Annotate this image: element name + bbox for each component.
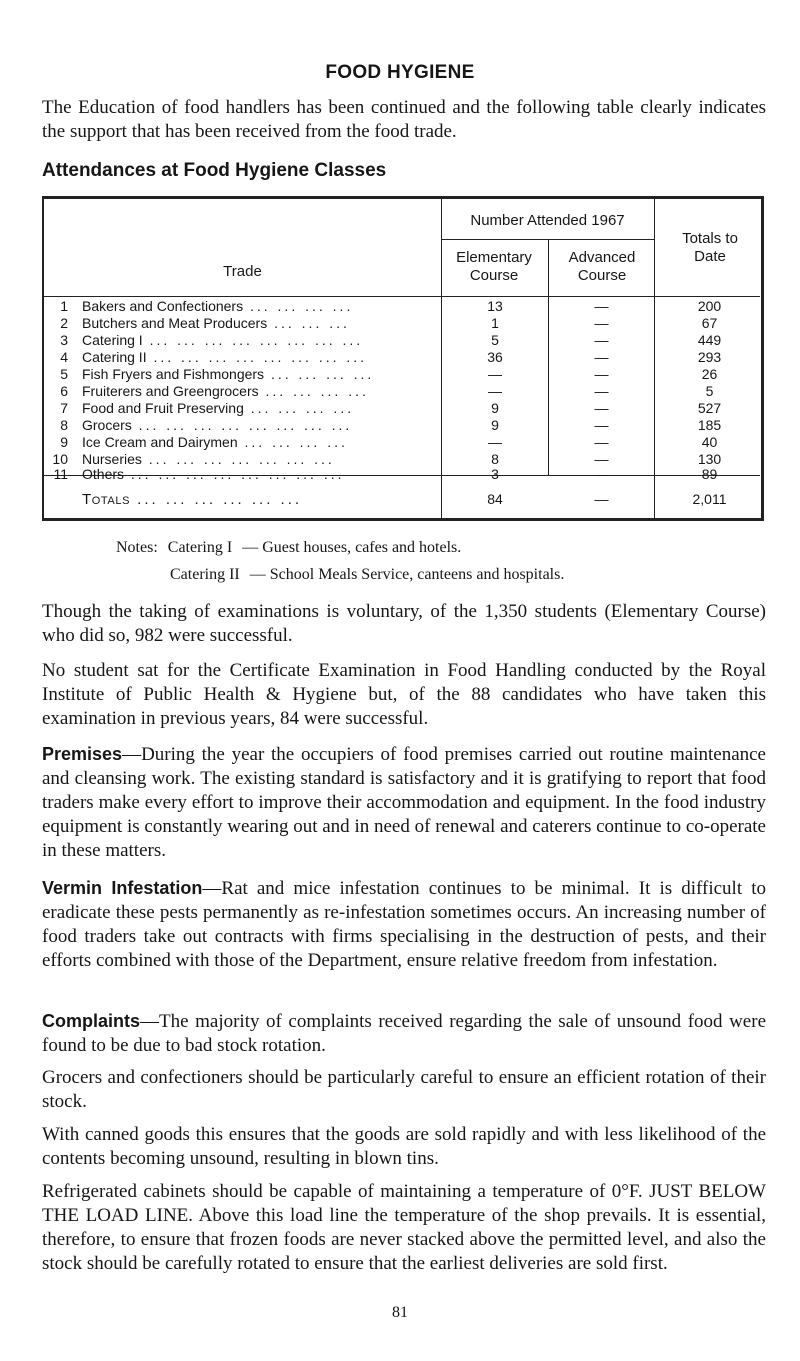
leader-dots: ... ... ... ... ... ... ... ...: [146, 349, 368, 365]
leader-dots: ... ... ... ... ... ... ...: [141, 451, 335, 467]
row-number: 2: [60, 315, 68, 331]
leader-dots: ... ... ...: [267, 315, 350, 331]
vermin-heading: Vermin Infestation: [42, 878, 203, 898]
intro-paragraph: The Education of food handlers has been continued and the following table clearly indicates the support that has been received from the food trade.: [42, 97, 766, 142]
refrigeration-paragraph: Refrigerated cabinets should be capable of maintaining a temperature of 0°F. JUST BELOW THE LOAD LINE. Above this load line the temperature of the shop prevails. It is essential, therefore, to ensure that frozen foods are never stacked above the permitted level, and also the stock should be carefully rotated to ensure that the earliest deliveries are sold first.: [42, 1181, 766, 1274]
grocers-paragraph: Grocers and confectioners should be particularly careful to ensure an efficient rotation of their stock.: [42, 1067, 766, 1112]
note-text: — School Meals Service, canteens and hospitals.: [249, 566, 565, 583]
grand-total: 2,011: [692, 491, 727, 507]
trade-label: Nurseries: [82, 451, 142, 467]
advanced-count: —: [594, 434, 609, 450]
note-text: — Guest houses, cafes and hotels.: [242, 539, 462, 556]
header-advanced-course: Advanced Course: [568, 249, 636, 284]
total-count: 449: [697, 332, 722, 348]
total-count: 40: [701, 434, 718, 450]
elementary-count: —: [488, 383, 502, 399]
leader-dots: ... ... ... ...: [243, 298, 354, 314]
header-elementary-course: Elementary Course: [456, 249, 532, 284]
complaints-text: —The majority of complaints received regarding the sale of unsound food were found to be due to bad stock rotation.: [42, 1011, 766, 1056]
premises-heading: Premises: [42, 744, 123, 764]
vermin-paragraph: [42, 876, 766, 973]
trade-name: [82, 332, 437, 349]
totals-label: [82, 491, 437, 508]
trade-name: [82, 366, 437, 383]
note-catering-1: [116, 538, 461, 558]
total-count: 26: [701, 366, 718, 382]
leader-dots: ... ... ... ...: [258, 383, 369, 399]
trade-label: Food and Fruit Preserving: [82, 400, 244, 416]
advanced-count: —: [594, 332, 609, 348]
trade-name: [82, 349, 437, 366]
advanced-count: —: [594, 315, 609, 331]
total-count: 200: [697, 298, 722, 314]
advanced-count: —: [594, 466, 609, 482]
page-title: FOOD HYGIENE: [325, 62, 475, 83]
table-row: [44, 366, 760, 383]
table-row: [44, 298, 760, 315]
complaints-heading: Complaints: [42, 1011, 141, 1031]
elementary-count: 9: [491, 417, 499, 433]
row-number: 11: [53, 466, 68, 482]
advanced-count: —: [594, 451, 609, 467]
total-count: 293: [697, 349, 722, 365]
elementary-count: —: [488, 366, 502, 382]
trade-label: Fruiterers and Greengrocers: [82, 383, 259, 399]
advanced-count: —: [594, 400, 609, 416]
totals-row: [44, 491, 760, 508]
attendance-table: [42, 196, 764, 521]
elementary-count: 36: [487, 349, 503, 365]
premises-paragraph: [42, 742, 766, 863]
trade-label: Catering II: [82, 349, 147, 365]
row-number: 7: [60, 400, 68, 416]
advanced-count: —: [594, 417, 609, 433]
trade-label: Fish Fryers and Fishmongers: [82, 366, 265, 382]
header-trade: Trade: [223, 263, 262, 280]
total-count: 527: [697, 400, 722, 416]
table-row: [44, 400, 760, 417]
vermin-text: —Rat and mice infestation continues to be minimal. It is difficult to eradicate these pests permanently as re-infestation sometimes occurs. An increasing number of food traders take out contracts with firms specialising in the destruction of pests, and their efforts combined with those of the Department, ensure relative freedom from infestation.: [42, 878, 766, 971]
table-divider: [44, 296, 760, 297]
exam-paragraph: Though the taking of examinations is voluntary, of the 1,350 students (Elementary Course) who did so, 982 were successful.: [42, 601, 766, 646]
leader-dots: ... ... ... ...: [243, 400, 355, 416]
elementary-count: 9: [491, 400, 499, 416]
trade-label: Others: [82, 466, 125, 482]
table-row: [44, 417, 760, 434]
page-number: 81: [392, 1304, 408, 1321]
leader-dots: ... ... ... ... ... ... ... ...: [131, 417, 353, 433]
table-row: [44, 349, 760, 366]
premises-text: —During the year the occupiers of food premises carried out routine maintenance and cleansing work. The existing standard is satisfactory and it is gratifying to report that food traders make every effort to improve their accommodation and equipment. In the food industry equipment is constantly wearing out and in need of renewal and caterers continue to co-operate in these matters.: [42, 744, 766, 861]
elementary-count: 8: [491, 451, 499, 467]
trade-label: Catering I: [82, 332, 143, 348]
trade-label: Bakers and Confectioners: [82, 298, 244, 314]
trade-name: [82, 298, 437, 315]
header-totals-to-date: Totals to Date: [682, 230, 738, 265]
row-number: 10: [52, 451, 68, 467]
header-number-attended: Number Attended 1967: [470, 212, 625, 229]
leader-dots: ... ... ... ... ... ...: [130, 491, 303, 508]
elementary-count: 13: [487, 298, 503, 314]
elementary-count: 1: [491, 315, 499, 331]
note-key: Catering II: [170, 566, 240, 583]
trade-name: [82, 417, 437, 434]
row-number: 5: [60, 366, 68, 382]
row-number: 6: [60, 383, 68, 399]
trade-name: [82, 315, 437, 332]
note-key: Catering I: [167, 539, 233, 556]
certificate-paragraph: No student sat for the Certificate Examination in Food Handling conducted by the Royal Institute of Public Health & Hygiene but, of the 88 candidates who have taken this examination in previous years, 84 were successful.: [42, 660, 766, 729]
totals-label-text: Totals: [82, 491, 131, 508]
table-row: [44, 315, 760, 332]
row-number: 3: [60, 332, 68, 348]
notes-label: Notes:: [116, 539, 158, 556]
total-count: 67: [701, 315, 718, 331]
leader-dots: ... ... ... ... ... ... ... ...: [124, 466, 345, 482]
complaints-paragraph: [42, 1009, 766, 1058]
table-row: [44, 383, 760, 400]
row-number: 4: [60, 349, 68, 365]
total-count: 185: [697, 417, 722, 433]
leader-dots: ... ... ... ...: [264, 366, 375, 382]
trade-name: [82, 434, 437, 451]
trade-label: Grocers: [82, 417, 132, 433]
table-row: [44, 332, 760, 349]
trade-label: Butchers and Meat Producers: [82, 315, 268, 331]
total-count: 89: [701, 466, 718, 482]
note-catering-2: [170, 565, 564, 585]
trade-label: Ice Cream and Dairymen: [82, 434, 238, 450]
row-number: 9: [60, 434, 68, 450]
trade-name: [82, 466, 437, 483]
advanced-count: —: [594, 349, 609, 365]
row-number: 1: [60, 298, 68, 314]
elementary-count: 3: [491, 466, 499, 482]
table-row: [44, 466, 760, 483]
trade-name: [82, 400, 437, 417]
elementary-count: —: [488, 434, 502, 450]
advanced-count: —: [594, 383, 609, 399]
total-count: 130: [697, 451, 722, 467]
advanced-count: —: [594, 298, 609, 314]
total-count: 5: [705, 383, 714, 399]
advanced-count: —: [594, 366, 609, 382]
elementary-count: 5: [491, 332, 499, 348]
table-row: [44, 434, 760, 451]
leader-dots: ... ... ... ...: [237, 434, 348, 450]
leader-dots: ... ... ... ... ... ... ... ...: [142, 332, 364, 348]
elementary-total: 84: [487, 491, 503, 507]
trade-name: [82, 383, 437, 400]
advanced-total: —: [594, 491, 609, 507]
table-heading: Attendances at Food Hygiene Classes: [42, 160, 387, 181]
canned-goods-paragraph: With canned goods this ensures that the goods are sold rapidly and with less likelihood of the contents becoming unsound, resulting in blown tins.: [42, 1124, 766, 1169]
table-divider: [441, 239, 654, 240]
row-number: 8: [60, 417, 68, 433]
